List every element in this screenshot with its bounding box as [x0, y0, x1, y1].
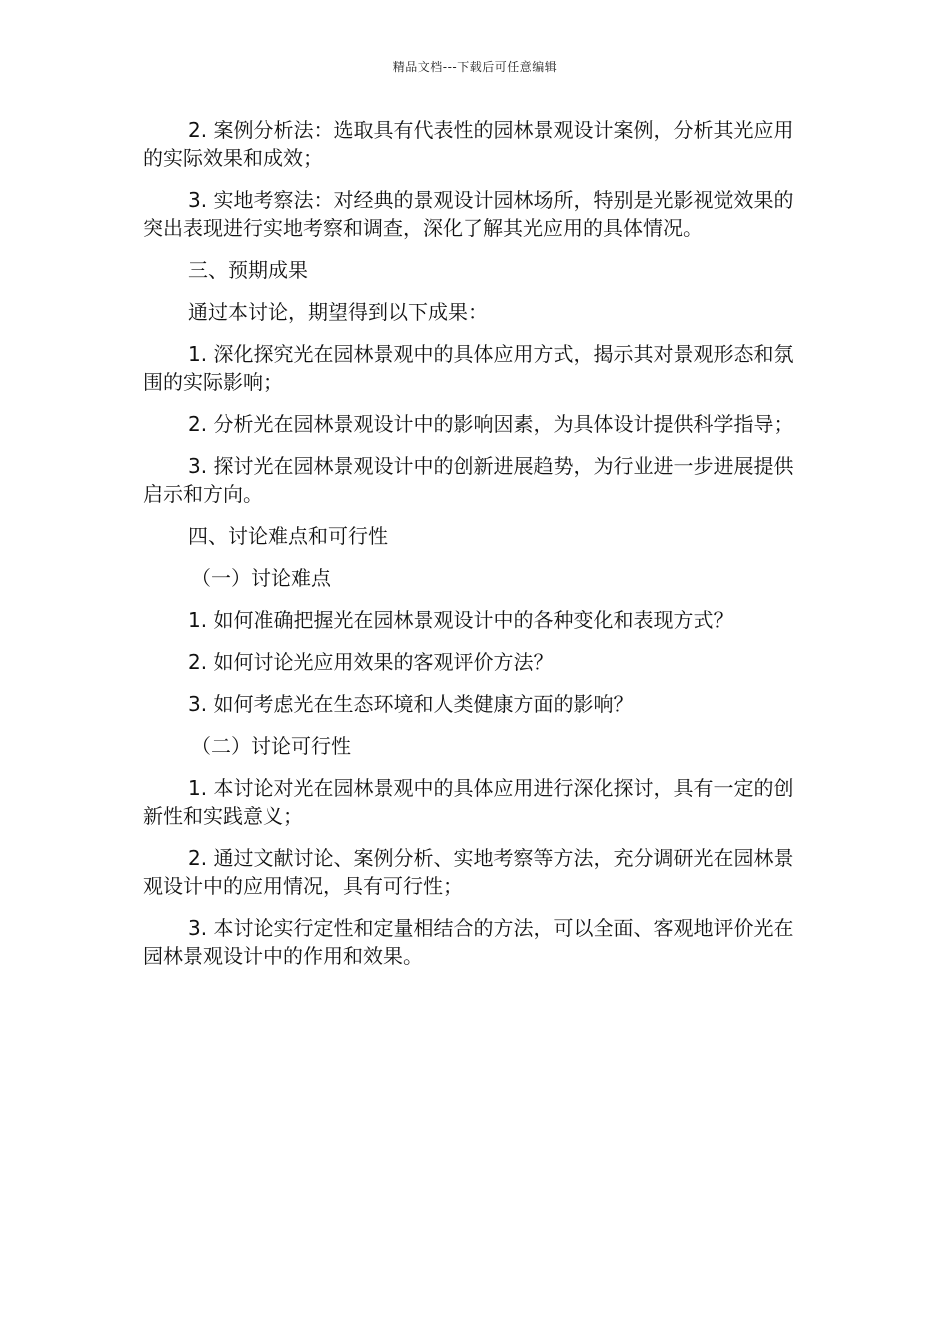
section-heading-expected-results: 三、预期成果 — [188, 258, 308, 282]
subheading-feasibility: （二）讨论可行性 — [191, 734, 351, 758]
paragraph-result-2: 2. 分析光在园林景观设计中的影响因素，为具体设计提供科学指导； — [188, 412, 794, 436]
page-header: 精品文档---下载后可任意编辑 — [392, 60, 558, 74]
document-body — [143, 116, 809, 970]
section-heading-difficulties-feasibility: 四、讨论难点和可行性 — [188, 524, 388, 548]
paragraph-difficulty-1: 1. 如何准确把握光在园林景观设计中的各种变化和表现方式？ — [188, 608, 734, 632]
paragraph-feasibility-1: 1. 本讨论对光在园林景观中的具体应用进行深化探讨，具有一定的创新性和实践意义； — [143, 776, 794, 828]
paragraph-result-1: 1. 深化探究光在园林景观中的具体应用方式，揭示其对景观形态和氛围的实际影响； — [143, 342, 794, 394]
paragraph-difficulty-3: 3. 如何考虑光在生态环境和人类健康方面的影响？ — [188, 692, 634, 716]
paragraph-difficulty-2: 2. 如何讨论光应用效果的客观评价方法？ — [188, 650, 554, 674]
paragraph-field-survey: 3. 实地考察法：对经典的景观设计园林场所，特别是光影视觉效果的突出表现进行实地考察和调查，深化了解其光应用的具体情况。 — [143, 188, 794, 240]
paragraph-result-3: 3. 探讨光在园林景观设计中的创新进展趋势，为行业进一步进展提供启示和方向。 — [143, 454, 794, 506]
paragraph-feasibility-3: 3. 本讨论实行定性和定量相结合的方法，可以全面、客观地评价光在园林景观设计中的作用和效果。 — [143, 916, 794, 968]
paragraph-case-analysis: 2. 案例分析法：选取具有代表性的园林景观设计案例，分析其光应用的实际效果和成效； — [143, 118, 794, 170]
paragraph-feasibility-2: 2. 通过文献讨论、案例分析、实地考察等方法，充分调研光在园林景观设计中的应用情况，具有可行性； — [143, 846, 794, 898]
paragraph-results-intro: 通过本讨论，期望得到以下成果： — [188, 300, 488, 324]
subheading-difficulties: （一）讨论难点 — [191, 566, 331, 590]
